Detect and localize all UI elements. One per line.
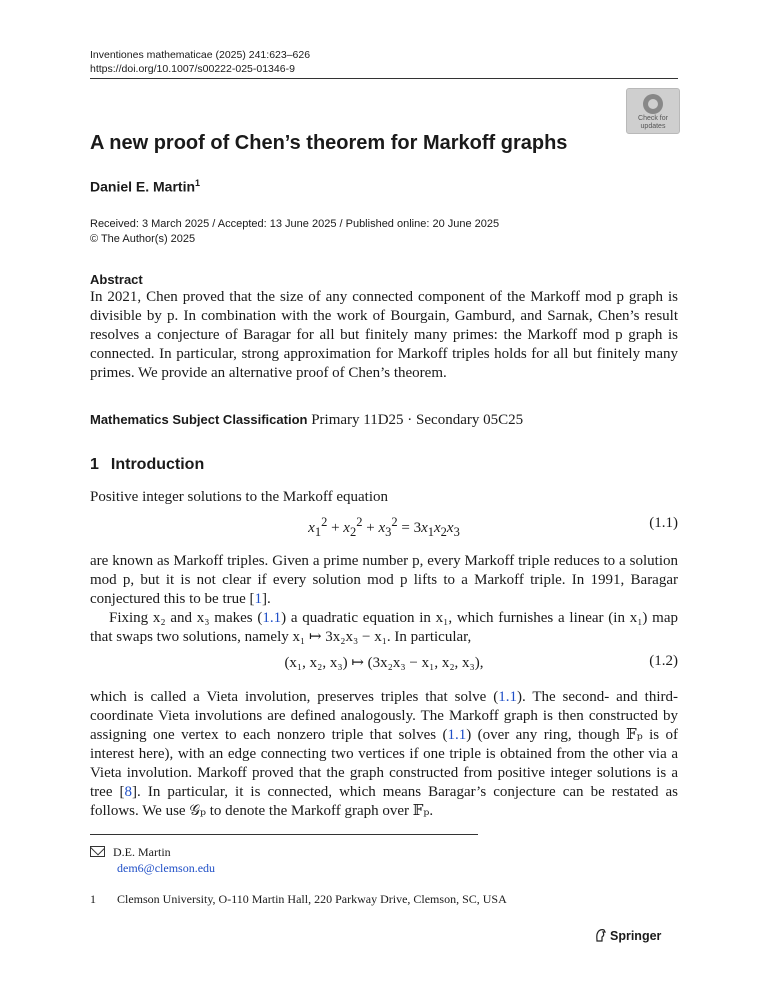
affiliation-number: 1 [90,892,96,906]
publisher-logo [595,929,661,943]
affiliation [90,892,507,907]
corresponding-name: D.E. Martin [113,845,171,859]
section-number: 1 [90,456,99,473]
affiliation-text: Clemson University, O-110 Martin Hall, 220 Parkway Drive, Clemson, SC, USA [117,892,507,906]
author-line [90,178,200,195]
footnote-divider [90,834,478,835]
check-for-updates-badge[interactable] [626,88,680,134]
publication-dates [90,217,499,247]
envelope-icon [90,846,105,857]
header-divider [90,78,678,79]
doi-link[interactable]: https://doi.org/10.1007/s00222-025-01346-9 [90,63,295,75]
msc-line [90,412,523,429]
publisher-name: Springer [610,929,662,943]
journal-citation: Inventiones mathematicae (2025) 241:623–626 [90,49,311,61]
citation-link[interactable]: 1 [254,591,263,607]
markoff-equation: $x_1^2 + x_2^2 + x_3^2 = 3x_1x_2x_3$ [308,515,460,539]
springer-horse-icon [595,929,606,942]
author-name[interactable]: Daniel E. Martin [90,178,196,195]
corresponding-author [90,844,215,876]
equation-ref-link[interactable]: 1.1 [262,610,282,626]
vieta-involution-equation: (x₁, x₂, x₃) ↦ (3x₂x₃ − x₁, x₂, x₃), [284,655,484,671]
paper-title: A new proof of Chen’s theorem for Markoff graphs [90,132,568,154]
msc-label: Mathematics Subject Classification [90,412,308,427]
journal-info [90,48,310,76]
equation-ref-link[interactable]: 1.1 [447,727,467,743]
section-heading [90,456,204,474]
section-title: Introduction [110,456,205,473]
abstract-heading: Abstract [90,272,143,287]
intro-paragraph-2: are known as Markoff triples. Given a prime number p, every Markoff triple reduces to a solution mod p, but it is not clear if every solution mod p lifts to a Markoff triple. In 1991, Baragar conjectured this to be true [1]. [90,553,678,607]
equation-number: (1.1) [649,515,678,531]
received-accepted-dates: Received: 3 March 2025 / Accepted: 13 June 2025 / Published online: 20 June 2025 [90,218,500,230]
intro-paragraph-4: which is called a Vieta involution, preserves triples that solve (1.1). The second- and third-coordinate Vieta involutions are defined analogously. The Markoff graph is then constructed by assigning one vertex to each nonzero triple that solves (1.1) (over any ring, though 𝔽ₚ is of interest here), with an edge connecting two vertices if one triple is obtained from the other via a Vieta involution. Markoff proved that the graph constructed from positive integer solutions is a tree [8]. In particular, it is connected, which means Baragar’s conjecture can be restated as follows. We use 𝒢ₚ to denote the Markoff graph over 𝔽ₚ. [90,689,678,819]
msc-codes: Primary 11D25 · Secondary 05C25 [311,412,524,428]
intro-paragraph-1: Positive integer solutions to the Markoff equation [90,489,389,505]
citation-link[interactable]: 8 [124,784,133,800]
author-affil-mark: 1 [195,178,201,188]
equation-ref-link[interactable]: 1.1 [498,689,517,705]
equation-number: (1.2) [649,653,678,669]
email-link[interactable]: dem6@clemson.edu [117,861,216,875]
intro-paragraph-3: Fixing x₂ and x₃ makes (1.1) a quadratic equation in x₁, which furnishes a linear (in x₁) map that swaps two solutions, namely x₁ ↦ 3x₂x₃ − x₁. In particular, [90,610,679,645]
copyright-notice: © The Author(s) 2025 [90,233,196,245]
check-badge-label: Check for updates [638,115,668,130]
update-ring-icon [643,94,663,114]
abstract-text: In 2021, Chen proved that the size of any connected component of the Markoff mod p graph is divisible by p. In combination with the work of Bourgain, Gamburd, and Sarnak, Chen’s result resolves a conjecture of Baragar for all but finitely many primes: the Markoff mod p graph is connected. In particular, strong approximation for Markoff triples holds for all but finitely many primes. We provide an alternative proof of Chen’s theorem. [90,289,678,381]
